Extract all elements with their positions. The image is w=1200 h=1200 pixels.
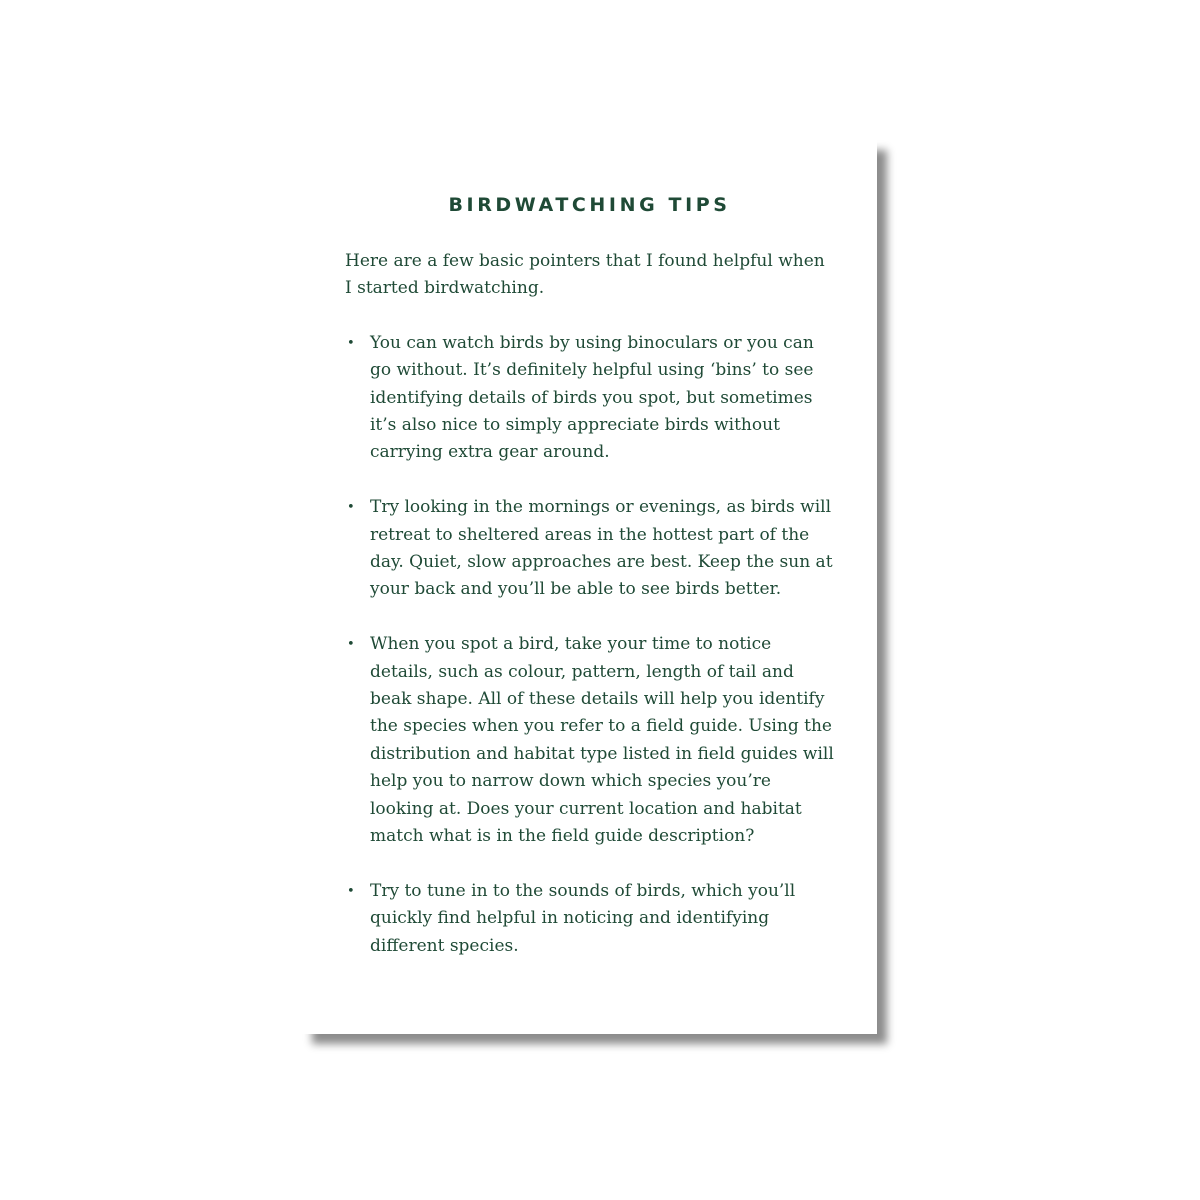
- tip-item: [345, 878, 835, 960]
- page-content: [345, 248, 835, 988]
- bullet-icon: •: [347, 500, 355, 516]
- intro-paragraph: Here are a few basic pointers that I found helpful when I started birdwatching.: [345, 251, 825, 299]
- tip-text: When you spot a bird, take your time to notice details, such as colour, pattern, length of tail and beak shape. All of these details will help you identify the species when you refer to a field guide. Using the distribution and habitat type listed in field guides will help you to narrow down which species you’re looking at. Does your current location and habitat match what is in the field guide description?: [370, 634, 834, 847]
- tip-item: [345, 330, 835, 467]
- page-title: BIRDWATCHING TIPS: [448, 194, 731, 216]
- tip-item: [345, 631, 835, 850]
- bullet-icon: •: [347, 335, 355, 351]
- tip-text: Try to tune in to the sounds of birds, which you’ll quickly find helpful in noticing and identifying different species.: [370, 880, 796, 956]
- tips-list: [345, 330, 835, 960]
- tip-text: You can watch birds by using binoculars or you can go without. It’s definitely helpful using ‘bins’ to see identifying details of birds you spot, but sometimes it’s also nice to simply appreciate birds without carrying extra gear around.: [370, 332, 814, 463]
- book-page: [302, 140, 877, 1034]
- tip-item: [345, 494, 835, 604]
- bullet-icon: •: [347, 883, 355, 899]
- bullet-icon: •: [347, 637, 355, 653]
- tip-text: Try looking in the mornings or evenings, as birds will retreat to sheltered areas in the hottest part of the day. Quiet, slow approaches are best. Keep the sun at your back and you’ll be able to see birds better.: [370, 497, 833, 600]
